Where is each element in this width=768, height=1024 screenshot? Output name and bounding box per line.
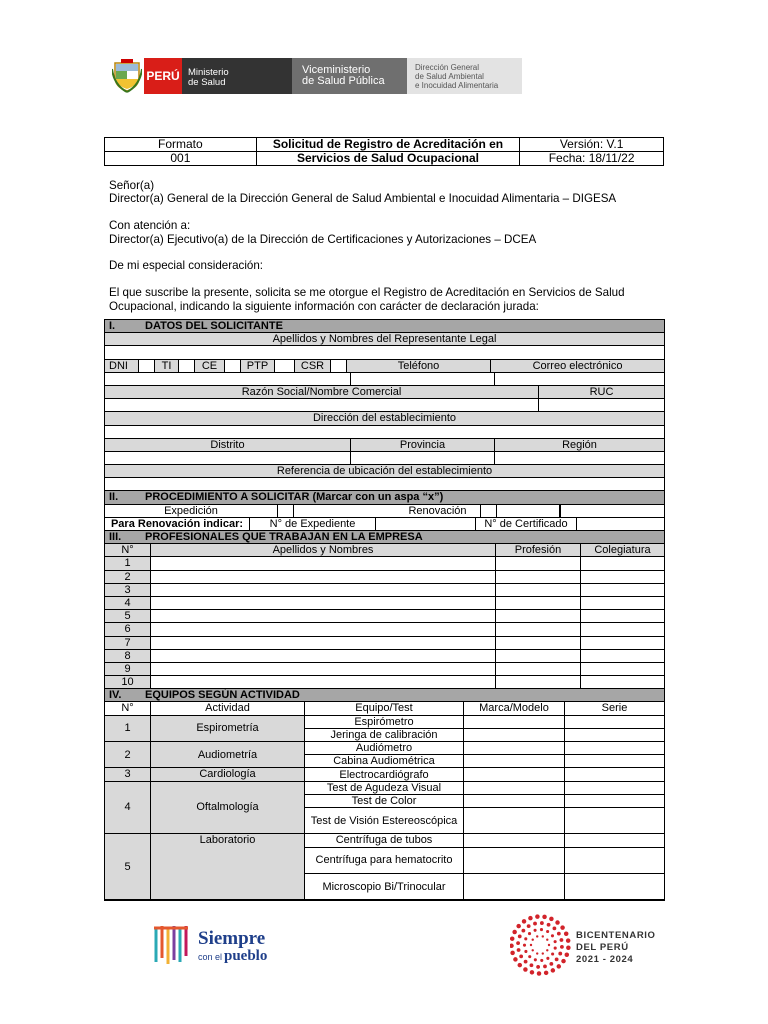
serial-field[interactable]	[565, 742, 664, 755]
svg-text:2021 - 2024: 2021 - 2024	[576, 954, 634, 965]
serial-field[interactable]	[565, 808, 664, 834]
phone-label: Teléfono	[347, 360, 491, 373]
activity-name: Espirometría	[151, 716, 305, 742]
col-full-name: Apellidos y Nombres	[151, 544, 496, 557]
col-profession: Profesión	[496, 544, 581, 557]
full-name-field[interactable]	[151, 571, 496, 584]
addressee: Director(a) General de la Dirección General de Salud Ambiental e Inocuidad Alimentaria – DIGESA	[109, 192, 617, 206]
svg-text:BICENTENARIO: BICENTENARIO	[576, 930, 656, 941]
format-date: Fecha: 18/11/22	[520, 152, 664, 166]
row-number: 8	[105, 650, 151, 663]
activity-number: 3	[105, 768, 151, 781]
row-number: 5	[105, 610, 151, 623]
serial-field[interactable]	[565, 834, 664, 847]
col-license: Colegiatura	[581, 544, 664, 557]
doc-type-ce-label: CE	[195, 360, 225, 373]
serial-field[interactable]	[565, 755, 664, 768]
profession-field[interactable]	[496, 610, 581, 623]
section-4-header: IV. EQUIPOS SEGÚN ACTIVIDAD	[105, 689, 664, 702]
activity-number: 4	[105, 782, 151, 835]
activity-name: Oftalmología	[151, 782, 305, 835]
brand-model-field[interactable]	[464, 782, 565, 795]
profession-field[interactable]	[496, 637, 581, 650]
activity-block	[105, 782, 664, 835]
svg-text:con el: con el	[198, 952, 223, 962]
attention-label: Con atención a:	[109, 219, 191, 233]
doc-type-ce-checkbox[interactable]	[225, 360, 241, 373]
doc-type-dni-checkbox[interactable]	[139, 360, 155, 373]
attention-to: Director(a) Ejecutivo(a) de la Dirección de Certificaciones y Autorizaciones – DCEA	[109, 232, 537, 246]
table-row	[105, 610, 664, 623]
activity-number: 2	[105, 742, 151, 768]
full-name-field[interactable]	[151, 557, 496, 570]
brand-model-field[interactable]	[464, 742, 565, 755]
bicentenario-logo	[510, 914, 665, 976]
renewal-note: Para Renovación indicar:	[105, 518, 250, 531]
col-brand-model: Marca/Modelo	[464, 702, 565, 715]
ministry-name: Ministerio de Salud	[182, 58, 292, 94]
activity-name: Audiometría	[151, 742, 305, 768]
province-label: Provincia	[351, 439, 495, 452]
address-label: Dirección del establecimiento	[105, 412, 664, 425]
profession-field[interactable]	[496, 663, 581, 676]
brand-model-field[interactable]	[464, 768, 565, 781]
license-field[interactable]	[581, 584, 664, 597]
table-row	[105, 650, 664, 663]
equipment-row	[305, 808, 664, 834]
row-number: 4	[105, 597, 151, 610]
table-row	[105, 597, 664, 610]
company-name-field[interactable]	[105, 399, 539, 412]
row-number: 7	[105, 637, 151, 650]
brand-model-field[interactable]	[464, 729, 565, 742]
brand-model-field[interactable]	[464, 795, 565, 808]
table-row	[105, 623, 664, 636]
format-number: 001	[105, 152, 257, 166]
table-row	[105, 571, 664, 584]
table-row	[105, 557, 664, 570]
email-field[interactable]	[495, 373, 664, 386]
equipment-name: Test de Color	[305, 795, 464, 808]
doc-type-ptp-checkbox[interactable]	[275, 360, 295, 373]
serial-field[interactable]	[565, 729, 664, 742]
region-label: Región	[495, 439, 664, 452]
col-eq-number: N°	[105, 702, 151, 715]
district-field[interactable]	[105, 452, 351, 465]
row-number: 10	[105, 676, 151, 689]
license-field[interactable]	[581, 557, 664, 570]
table-row	[105, 676, 664, 689]
coat-of-arms-icon	[110, 58, 144, 94]
equipment-row	[305, 742, 664, 755]
district-label: Distrito	[105, 439, 351, 452]
profession-field[interactable]	[496, 571, 581, 584]
license-field[interactable]	[581, 650, 664, 663]
full-name-field[interactable]	[151, 584, 496, 597]
col-serial: Serie	[565, 702, 664, 715]
doc-type-ti-label: TI	[155, 360, 179, 373]
section-1-header: I. DATOS DEL SOLICITANTE	[105, 320, 664, 333]
brand-model-field[interactable]	[464, 808, 565, 834]
profession-field[interactable]	[496, 650, 581, 663]
table-row	[105, 584, 664, 597]
profession-field[interactable]	[496, 584, 581, 597]
full-name-field[interactable]	[151, 663, 496, 676]
svg-text:DEL PERÚ: DEL PERÚ	[576, 942, 629, 953]
siempre-con-el-pueblo-logo	[152, 920, 282, 970]
equipment-row	[305, 729, 664, 742]
equipment-name: Electrocardiógrafo	[305, 768, 464, 781]
form-title-line-1: Solicitud de Registro de Acreditación en	[256, 138, 520, 152]
license-field[interactable]	[581, 637, 664, 650]
table-row	[105, 663, 664, 676]
doc-type-csr-label: CSR	[295, 360, 331, 373]
activity-name: Laboratorio	[151, 834, 305, 900]
section-2-header: II. PROCEDIMIENTO A SOLICITAR (Marcar con un aspa “x”)	[105, 491, 664, 504]
reference-field[interactable]	[105, 478, 664, 491]
expedition-checkbox[interactable]	[278, 505, 294, 518]
row-number: 6	[105, 623, 151, 636]
letter-body	[109, 179, 649, 326]
address-field[interactable]	[105, 426, 664, 439]
equipment-row	[305, 874, 664, 900]
application-form-grid	[104, 319, 665, 901]
expedition-label: Expedición	[105, 505, 278, 518]
serial-field[interactable]	[565, 848, 664, 874]
reference-label: Referencia de ubicación del establecimiento	[105, 465, 664, 478]
file-number-label: N° de Expediente	[250, 518, 376, 531]
full-name-field[interactable]	[151, 637, 496, 650]
equipment-row	[305, 782, 664, 795]
equipment-name: Microscopio Bi/Trinocular	[305, 874, 464, 900]
direction-name: Dirección General de Salud Ambiental e Inocuidad Alimentaria	[407, 58, 522, 94]
legal-rep-label: Apellidos y Nombres del Representante Legal	[105, 333, 664, 346]
greeting: De mi especial consideración:	[109, 259, 264, 273]
brand-model-field[interactable]	[464, 848, 565, 874]
license-field[interactable]	[581, 610, 664, 623]
equipment-name: Cabina Audiométrica	[305, 755, 464, 768]
activity-block	[105, 834, 664, 900]
request-statement: El que suscribe la presente, solicita se me otorgue el Registro de Acreditación en Servicios de Salud Ocupacional, indicando la siguiente información con carácter de declaración jurada:	[109, 286, 625, 313]
cert-number-label: N° de Certificado	[476, 518, 577, 531]
equipment-row	[305, 716, 664, 729]
full-name-field[interactable]	[151, 676, 496, 689]
doc-number-field[interactable]	[105, 373, 351, 386]
equipment-name: Test de Visión Estereoscópica	[305, 808, 464, 834]
equipment-name: Jeringa de calibración	[305, 729, 464, 742]
row-number: 2	[105, 571, 151, 584]
equipment-name: Test de Agudeza Visual	[305, 782, 464, 795]
serial-field[interactable]	[565, 795, 664, 808]
doc-type-ptp-label: PTP	[241, 360, 275, 373]
brand-model-field[interactable]	[464, 716, 565, 729]
bicentenario-burst-icon	[510, 914, 571, 975]
row-number: 9	[105, 663, 151, 676]
brand-model-field[interactable]	[464, 755, 565, 768]
format-label: Formato	[105, 138, 257, 152]
vice-ministry-name: Viceministerio de Salud Pública	[292, 58, 407, 94]
row-number: 3	[105, 584, 151, 597]
license-field[interactable]	[581, 571, 664, 584]
province-field[interactable]	[351, 452, 495, 465]
equipment-name: Audiómetro	[305, 742, 464, 755]
form-title-line-2: Servicios de Salud Ocupacional	[256, 152, 520, 166]
activity-name: Cardiología	[151, 768, 305, 781]
license-field[interactable]	[581, 663, 664, 676]
activity-block	[105, 742, 664, 768]
ruc-field[interactable]	[539, 399, 664, 412]
doc-type-csr-checkbox[interactable]	[331, 360, 347, 373]
ministry-header-logo	[110, 58, 522, 94]
brand-model-field[interactable]	[464, 874, 565, 900]
region-field[interactable]	[495, 452, 664, 465]
equipment-row	[305, 848, 664, 874]
row-number: 1	[105, 557, 151, 570]
activity-block	[105, 716, 664, 742]
svg-text:pueblo: pueblo	[224, 948, 268, 964]
svg-text:Siempre: Siempre	[198, 928, 266, 949]
company-name-label: Razón Social/Nombre Comercial	[105, 386, 539, 399]
peru-brand: PERÚ	[144, 58, 182, 94]
col-activity: Actividad	[151, 702, 305, 715]
serial-field[interactable]	[565, 716, 664, 729]
legal-rep-field[interactable]	[105, 346, 664, 359]
ruc-label: RUC	[539, 386, 664, 399]
doc-type-ti-checkbox[interactable]	[179, 360, 195, 373]
renewal-checkbox[interactable]	[481, 505, 497, 518]
equipment-name: Centrífuga de tubos	[305, 834, 464, 847]
equipment-name: Centrífuga para hematocrito	[305, 848, 464, 874]
license-field[interactable]	[581, 597, 664, 610]
profession-field[interactable]	[496, 623, 581, 636]
renewal-label: Renovación	[395, 505, 481, 518]
col-number: N°	[105, 544, 151, 557]
section-3-header: III. PROFESIONALES QUE TRABAJAN EN LA EMPRESA	[105, 531, 664, 544]
col-equipment: Equipo/Test	[305, 702, 464, 715]
serial-field[interactable]	[565, 768, 664, 781]
full-name-field[interactable]	[151, 597, 496, 610]
format-version: Versión: V.1	[520, 138, 664, 152]
activity-number: 1	[105, 716, 151, 742]
cert-number-field[interactable]	[577, 518, 664, 531]
brand-model-field[interactable]	[464, 834, 565, 847]
table-row	[105, 637, 664, 650]
format-header-table	[104, 137, 664, 166]
equipment-row	[305, 755, 664, 768]
activity-block	[105, 768, 664, 781]
salutation: Señor(a)	[109, 179, 155, 192]
serial-field[interactable]	[565, 782, 664, 795]
equipment-name: Espirómetro	[305, 716, 464, 729]
license-field[interactable]	[581, 623, 664, 636]
equipment-row	[305, 768, 664, 781]
license-field[interactable]	[581, 676, 664, 689]
phone-field[interactable]	[351, 373, 495, 386]
profession-field[interactable]	[496, 676, 581, 689]
full-name-field[interactable]	[151, 623, 496, 636]
profession-field[interactable]	[496, 597, 581, 610]
full-name-field[interactable]	[151, 650, 496, 663]
email-label: Correo electrónico	[491, 360, 664, 373]
profession-field[interactable]	[496, 557, 581, 570]
doc-type-dni-label: DNI	[105, 360, 139, 373]
equipment-row	[305, 795, 664, 808]
activity-number: 5	[105, 834, 151, 900]
serial-field[interactable]	[565, 874, 664, 900]
equipment-row	[305, 834, 664, 847]
file-number-field[interactable]	[376, 518, 476, 531]
full-name-field[interactable]	[151, 610, 496, 623]
